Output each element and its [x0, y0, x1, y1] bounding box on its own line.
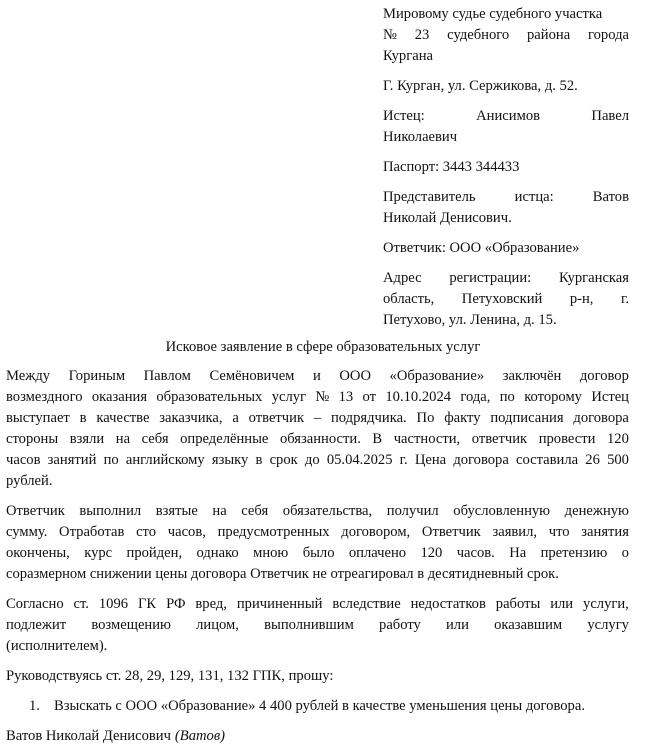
paragraph-line: Согласно ст. 1096 ГК РФ вред, причиненный вследствие недостатков работы или услуги, [6, 596, 629, 612]
court-address: Г. Курган, ул. Сержикова, д. 52. [383, 78, 578, 94]
paragraphs [6, 366, 629, 687]
paragraph-line: Руководствуясь ст. 28, 29, 129, 131, 132 ГПК, прошу: [6, 668, 334, 684]
paragraph-line: (исполнителем). [6, 638, 108, 654]
paragraph [6, 501, 629, 585]
court-line: Кургана [383, 48, 433, 64]
paragraph [6, 366, 629, 492]
court-line: № 23 судебного района города [383, 27, 629, 43]
handwritten-signature: (Ватов) [174, 728, 226, 744]
paragraph-line: окончены, курс пройден, однако мною было оплачено 120 часов. На претензию о [6, 545, 629, 561]
paragraph-line: стороны взяли на себя определённые обязанности. В частности, ответчик провести 120 [6, 431, 629, 447]
paragraph-line: рублей. [6, 473, 53, 489]
request-item [6, 696, 629, 717]
paragraph-line: подлежит возмещению лицом, выполнившим работу или оказавшим услугу [6, 617, 629, 633]
request-list [6, 696, 629, 717]
registration-block: Адрес регистрации: Курганская область, Петуховский р-н, г. Петухово, ул. Ленина, д. 15. [383, 270, 629, 328]
claim-body [6, 366, 629, 747]
representative-block: Представитель истца: Ватов Николай Денисович. [383, 189, 629, 226]
passport-line: Паспорт: 3443 344433 [383, 159, 520, 175]
paragraph-line: выступает в качестве заказчика, а ответчик – подрядчика. По факту подписания договора [6, 410, 629, 426]
paragraph-line: соразмерном снижении цены договора Ответчик не отреагировал в десятидневный срок. [6, 566, 559, 582]
paragraph-line: сумму. Отработав сто часов, предусмотренных договором, Ответчик заявил, что занятия [6, 524, 629, 540]
addressee-block [383, 4, 629, 340]
signer-name: Ватов Николай Денисович [6, 728, 171, 744]
paragraph-line: Ответчик выполнил взятые на себя обязательства, получил обусловленную денежную [6, 503, 629, 519]
paragraph-line: Между Гориным Павлом Семёновичем и ООО «Образование» заключён договор [6, 368, 629, 384]
paragraph-line: возмездного оказания образовательных услуг № 13 от 10.10.2024 года, по которому Истец [6, 389, 629, 405]
paragraph [6, 594, 629, 657]
paragraph [6, 666, 629, 687]
request-number: 1. [29, 698, 40, 714]
court-block [383, 4, 629, 67]
request-text: Взыскать с ООО «Образование» 4 400 рублей в качестве уменьшения цены договора. [54, 698, 585, 714]
defendant-line: Ответчик: ООО «Образование» [383, 240, 580, 256]
document-title: Исковое заявление в сфере образовательных услуг [165, 339, 481, 355]
plaintiff-block: Истец: Анисимов Павел Николаевич [383, 108, 629, 145]
signature-line [6, 726, 629, 747]
paragraph-line: часов занятий по английскому языку в срок до 05.04.2025 г. Цена договора составила 26 500 [6, 452, 629, 468]
court-line: Мировому судье судебного участка [383, 6, 603, 22]
